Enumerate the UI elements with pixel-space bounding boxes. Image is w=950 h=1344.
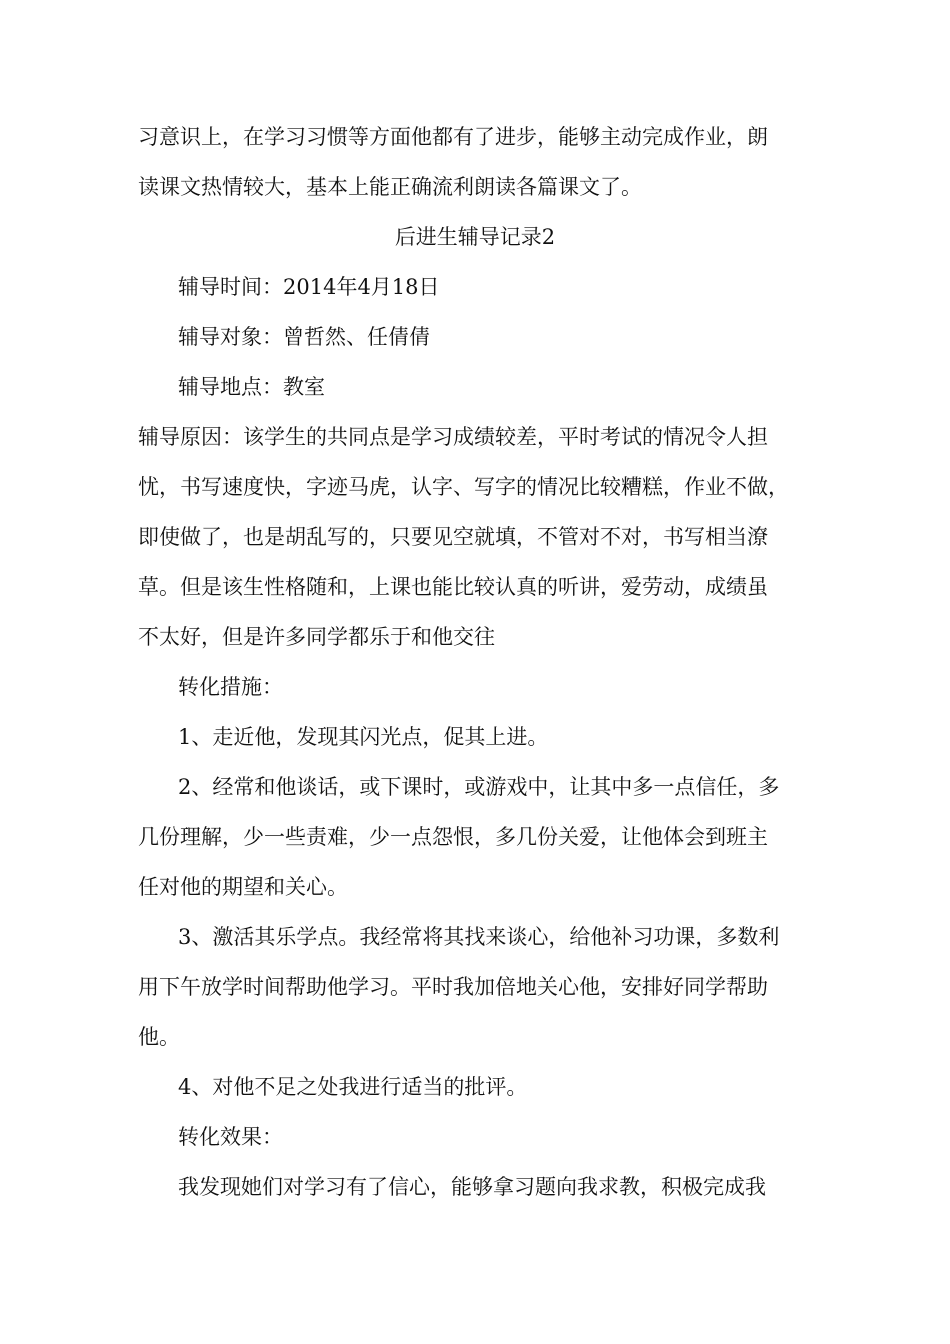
- measure-item: 4、对他不足之处我进行适当的批评。: [178, 1075, 528, 1099]
- measure-item: 1、走近他，发现其闪光点，促其上进。: [178, 725, 549, 749]
- paragraph-line: 不太好，但是许多同学都乐于和他交往: [138, 625, 495, 649]
- paragraph-line: 用下午放学时间帮助他学习。平时我加倍地关心他，安排好同学帮助: [138, 975, 768, 999]
- section-heading: 后进生辅导记录2: [394, 225, 556, 249]
- effects-heading: 转化效果：: [178, 1125, 283, 1149]
- paragraph-line: 即使做了，也是胡乱写的，只要见空就填，不管对不对，书写相当潦: [138, 525, 768, 549]
- paragraph-line: 读课文热情较大，基本上能正确流利朗读各篇课文了。: [138, 175, 642, 199]
- paragraph-line: 辅导原因：该学生的共同点是学习成绩较差，平时考试的情况令人担: [138, 425, 768, 449]
- tutoring-time: 辅导时间：2014年4月18日: [178, 275, 440, 299]
- measures-heading: 转化措施：: [178, 675, 283, 699]
- measure-item: 2、经常和他谈话，或下课时，或游戏中，让其中多一点信任，多: [178, 775, 780, 799]
- tutoring-location: 辅导地点：教室: [178, 375, 325, 399]
- paragraph-line: 他。: [138, 1025, 180, 1049]
- tutoring-subjects: 辅导对象：曾哲然、任倩倩: [178, 325, 430, 349]
- paragraph-line: 忧，书写速度快，字迹马虎，认字、写字的情况比较糟糕，作业不做，: [138, 475, 789, 499]
- paragraph-line: 任对他的期望和关心。: [138, 875, 348, 899]
- paragraph-line: 习意识上，在学习习惯等方面他都有了进步，能够主动完成作业，朗: [138, 125, 768, 149]
- paragraph-line: 草。但是该生性格随和，上课也能比较认真的听讲，爱劳动，成绩虽: [138, 575, 768, 599]
- measure-item: 3、激活其乐学点。我经常将其找来谈心，给他补习功课，多数利: [178, 925, 780, 949]
- paragraph-line: 我发现她们对学习有了信心，能够拿习题向我求教，积极完成我: [178, 1175, 766, 1199]
- paragraph-line: 几份理解，少一些责难，少一点怨恨，多几份关爱，让他体会到班主: [138, 825, 768, 849]
